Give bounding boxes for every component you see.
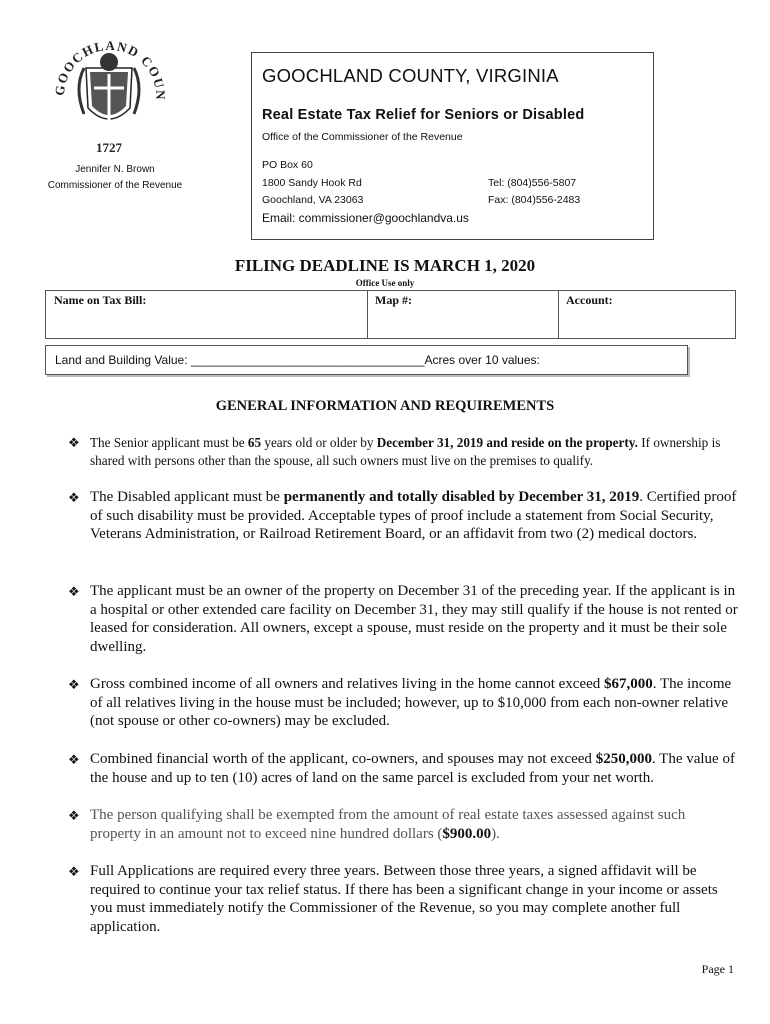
filing-deadline: FILING DEADLINE IS MARCH 1, 2020 [234, 256, 536, 275]
land-value-box[interactable] [45, 345, 688, 375]
bullet-icon: ❖ [68, 808, 80, 823]
bullet-icon: ❖ [68, 435, 80, 450]
name-on-tax-bill-label: Name on Tax Bill: [54, 293, 147, 307]
account-field[interactable] [558, 291, 735, 338]
page-title: GOOCHLAND COUNTY, VIRGINIA [262, 65, 559, 86]
office-name: Office of the Commissioner of the Revenue [262, 131, 463, 143]
bullet-icon: ❖ [68, 677, 80, 692]
seal-arc-text: GOOCHLAND COUN [51, 37, 169, 102]
land-building-value-line: Land and Building Value: ___________________________________Acres over 10 values: [55, 353, 540, 367]
po-box: PO Box 60 [262, 159, 313, 171]
county-seal [44, 28, 174, 158]
requirement-senior-age: The Senior applicant must be 65 years old or older by December 31, 2019 and reside on the property. If ownership is shared with persons other than the spouse, all such owners must live on the premises to qualify. [90, 435, 721, 468]
tax-bill-box [45, 290, 736, 339]
office-use-label: Office Use only [355, 278, 415, 288]
bullet-icon: ❖ [68, 584, 80, 599]
signer-title: Commissioner of the Revenue [47, 180, 183, 191]
bullet-icon: ❖ [68, 864, 80, 879]
signer-block [40, 162, 190, 194]
seal-year: 1727 [96, 140, 122, 155]
telephone: Tel: (804)556-5807 [488, 177, 577, 189]
street-address: 1800 Sandy Hook Rd [262, 177, 362, 189]
map-number-field[interactable] [367, 291, 558, 338]
name-on-tax-bill-field[interactable] [46, 291, 367, 338]
account-label: Account: [566, 293, 613, 307]
requirement-income: Gross combined income of all owners and relatives living in the home cannot exceed $67,000. The income of all relatives living in the house must be included; however, up to $10,000 from each non-owner relative (not spouse or other co-owners) may be excluded. [90, 676, 732, 729]
requirement-net-worth: Combined financial worth of the applicant, co-owners, and spouses may not exceed $250,000. The value of the house and up to ten (10) acres of land on the same parcel is excluded from your net worth. [90, 751, 735, 786]
requirement-renewal: Full Applications are required every three years. Between those three years, a signed affidavit will be required to continue your tax relief status. If there has been a significant change in your income or assets you must immediately notify the Commissioner of the Revenue, so you may complete another full application. [90, 863, 718, 935]
signer-name: Jennifer N. Brown [75, 164, 155, 175]
bullet-icon: ❖ [68, 490, 80, 505]
requirement-exemption-amount: The person qualifying shall be exempted from the amount of real estate taxes assessed against such property in an amount not to exceed nine hundred dollars ($900.00). [90, 807, 686, 842]
requirement-disabled: The Disabled applicant must be permanently and totally disabled by December 31, 2019. Certified proof of such disability must be provided. Acceptable types of proof include a statement from Social Security, Veterans Administration, or Railroad Retirement Board, or an affidavit from two (2) medical doctors. [90, 489, 737, 542]
map-number-label: Map #: [375, 293, 412, 307]
bullet-icon: ❖ [68, 752, 80, 767]
fax: Fax: (804)556-2483 [488, 194, 581, 206]
header-box [251, 52, 654, 240]
page-subtitle: Real Estate Tax Relief for Seniors or Disabled [262, 107, 585, 123]
email-address: Email: commissioner@goochlandva.us [262, 211, 469, 225]
city-state-zip: Goochland, VA 23063 [262, 194, 364, 206]
general-info-heading: GENERAL INFORMATION AND REQUIREMENTS [215, 398, 555, 414]
page-number: Page 1 [701, 962, 734, 976]
requirement-ownership: The applicant must be an owner of the property on December 31 of the preceding year. If the applicant is in a hospital or other extended care facility on December 31, they may still qualify if the house is not rented or leased for consideration. All owners, except a spouse, must reside on the property and it must be their sole dwelling. [90, 583, 738, 655]
